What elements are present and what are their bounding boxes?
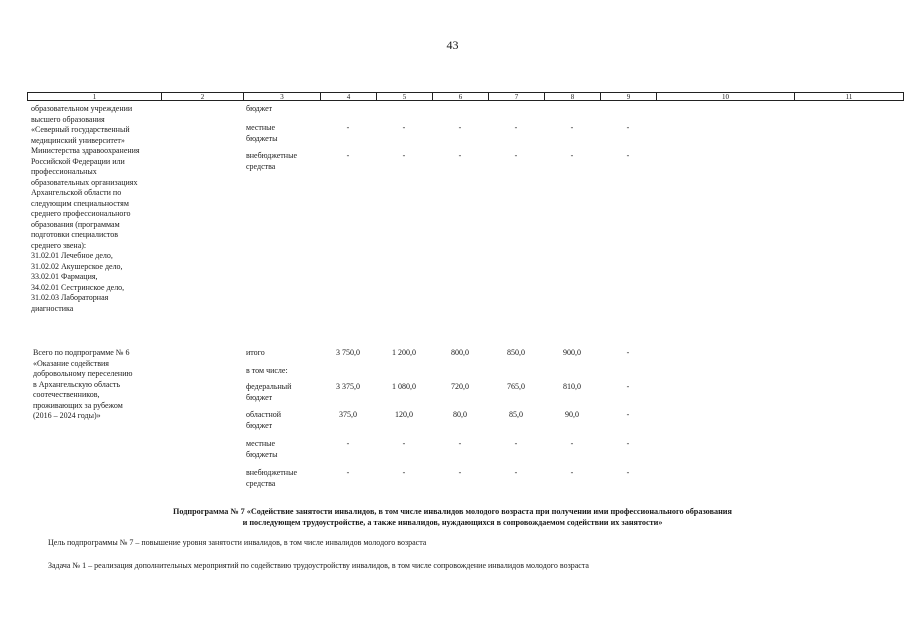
value-cell: -	[458, 439, 462, 448]
value-cell: -	[570, 123, 574, 132]
value-cell: 810,0	[563, 382, 581, 391]
column-header-9: 9	[600, 92, 656, 101]
funding-source-cell: итого	[246, 348, 265, 357]
value-cell: 3 375,0	[336, 382, 360, 391]
funding-source-cell: местные бюджеты	[246, 123, 278, 143]
value-cell: -	[570, 439, 574, 448]
subprogram-total-name-cell: Всего по подпрограмме № 6 «Оказание содействия добровольному переселению в Архангельскую область соотечественников, проживающих за рубежом (2016 – 2024 годы)»	[33, 348, 133, 420]
value-cell: -	[626, 123, 630, 132]
value-cell: 120,0	[395, 410, 413, 419]
subprogram-goal: Цель подпрограммы № 7 – повышение уровня занятости инвалидов, в том числе инвалидов молодого возраста	[48, 538, 427, 547]
value-cell: 1 200,0	[392, 348, 416, 357]
funding-source-cell: федеральный бюджет	[246, 382, 292, 402]
activity-name-cell: образовательном учреждении высшего образования «Северный государственный медицинский университет» Министерства здравоохранения Российской Федерации или профессиональных образовательных организациях Архангельской области по следующим специальностям среднего профессионального образования (программам подготовки специалистов среднего звена): 31.02.01 Лечебное дело, 31.02.02 Акушерское дело, 33.02.01 Фармация, 34.02.01 Сестринское дело, 31.02.03 Лабораторная диагностика	[31, 104, 140, 313]
value-cell: -	[346, 468, 350, 477]
value-cell: -	[346, 439, 350, 448]
value-cell: 720,0	[451, 382, 469, 391]
column-header-1: 1	[27, 92, 161, 101]
value-cell: -	[458, 123, 462, 132]
value-cell: -	[626, 382, 630, 391]
value-cell: -	[402, 468, 406, 477]
value-cell: -	[570, 151, 574, 160]
value-cell: -	[626, 468, 630, 477]
column-header-8: 8	[544, 92, 600, 101]
funding-source-cell: в том числе:	[246, 366, 288, 375]
value-cell: -	[402, 439, 406, 448]
funding-source-cell: внебюджетные средства	[246, 468, 297, 488]
value-cell: -	[514, 123, 518, 132]
funding-source-cell: внебюджетные средства	[246, 151, 297, 171]
value-cell: 1 080,0	[392, 382, 416, 391]
value-cell: -	[626, 410, 630, 419]
value-cell: -	[514, 439, 518, 448]
value-cell: -	[514, 151, 518, 160]
value-cell: -	[626, 348, 630, 357]
value-cell: 375,0	[339, 410, 357, 419]
value-cell: 850,0	[507, 348, 525, 357]
column-header-5: 5	[376, 92, 432, 101]
value-cell: 900,0	[563, 348, 581, 357]
value-cell: -	[626, 151, 630, 160]
value-cell: 90,0	[565, 410, 579, 419]
page-number: 43	[446, 38, 459, 52]
value-cell: 3 750,0	[336, 348, 360, 357]
value-cell: 765,0	[507, 382, 525, 391]
column-header-2: 2	[161, 92, 243, 101]
value-cell: 85,0	[509, 410, 523, 419]
funding-source-cell: местные бюджеты	[246, 439, 278, 459]
subprogram-title: Подпрограмма № 7 «Содействие занятости инвалидов, в том числе инвалидов молодого возраста при получении ими профессионального образования и последующем трудоустройстве, а также инвалидов, нуждающихся в сопровождаемом содействии их занятости»	[173, 507, 732, 527]
value-cell: -	[570, 468, 574, 477]
column-header-11: 11	[794, 92, 904, 101]
column-header-4: 4	[320, 92, 376, 101]
value-cell: 800,0	[451, 348, 469, 357]
value-cell: -	[458, 151, 462, 160]
value-cell: -	[626, 439, 630, 448]
column-header-3: 3	[243, 92, 320, 101]
column-header-7: 7	[488, 92, 544, 101]
funding-source-cell: бюджет	[246, 104, 273, 113]
subprogram-task: Задача № 1 – реализация дополнительных мероприятий по содействию трудоустройству инвалидов, в том числе сопровождение инвалидов молодого возраста	[48, 561, 589, 570]
funding-source-cell: областной бюджет	[246, 410, 282, 430]
value-cell: 80,0	[453, 410, 467, 419]
column-header-6: 6	[432, 92, 488, 101]
value-cell: -	[514, 468, 518, 477]
value-cell: -	[458, 468, 462, 477]
value-cell: -	[402, 151, 406, 160]
value-cell: -	[346, 123, 350, 132]
value-cell: -	[402, 123, 406, 132]
value-cell: -	[346, 151, 350, 160]
column-header-10: 10	[656, 92, 794, 101]
